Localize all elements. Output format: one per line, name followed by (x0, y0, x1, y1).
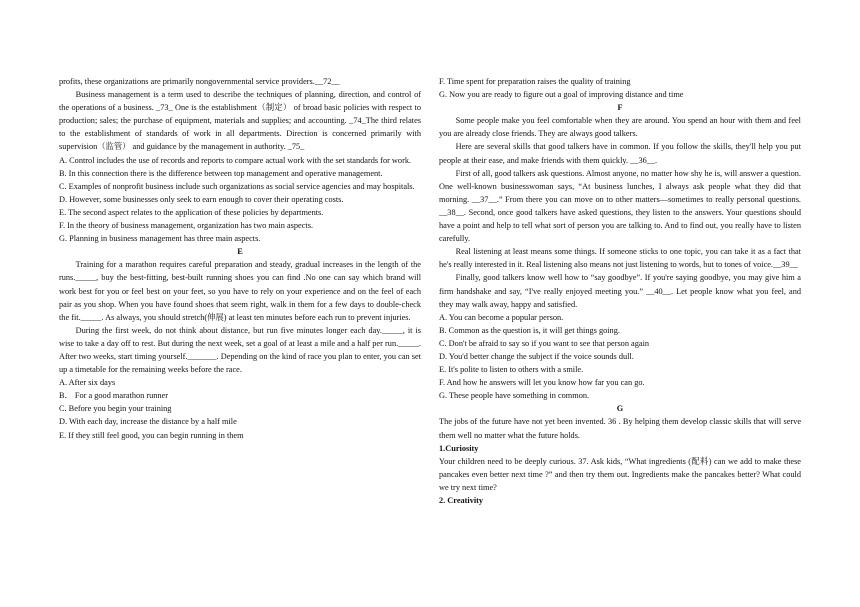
option-item: C. Before you begin your training (59, 404, 172, 414)
section-g-paragraph: The jobs of the future have not yet been invented. 36 . By helping them develop classic skills that will serve them well no matter what the future holds. (439, 417, 801, 440)
section-g-subheading: 2. Creativity (439, 496, 484, 505)
section-e-heading: E (237, 247, 243, 257)
option-item: D. You'd better change the subject if the voice sounds dull. (439, 351, 634, 361)
section-g-heading: G (616, 404, 624, 414)
option-item: F. And how he answers will let you know how far you can go. (439, 378, 645, 388)
option-item: C. Don't be afraid to say so if you want to see that person again (439, 338, 650, 348)
section-e-options-cont (439, 75, 801, 101)
section-e-options (59, 376, 421, 441)
section-f-heading: F (617, 103, 623, 113)
section-f-options (439, 311, 801, 403)
section-f-paragraph: Here are several skills that good talkers have in common. If you follow the skills, they'll help you put people at their ease, and make friends with them quickly. __36__. (439, 142, 801, 165)
left-column (59, 75, 421, 442)
section-d-options (59, 154, 421, 246)
section-f-paragraph: Real listening at least means some things. If someone sticks to one topic, you can take it as a fact that he's really interested in it. Real listening also means not just listening to words, but to tones of voice.__39__ (439, 247, 801, 270)
option-item: A. After six days (59, 378, 116, 388)
option-item: D. However, some businesses only seek to earn enough to cover their operating costs. (59, 194, 344, 204)
section-e-paragraph: During the first week, do not think about distance, but run five minutes longer each day._____, it is wise to take a day off to rest. But during the next week, set a goal of at least a mile and a half per run._____. After two weeks, start timing yourself._______. Depending on the kind of race you plan to enter, you can set up a timetable for the remaining weeks before the race. (59, 325, 421, 375)
option-item: F. In the theory of business management, organization has two main aspects. (59, 221, 314, 231)
option-item: A. Control includes the use of records and reports to compare actual work with the set standards for work. (59, 155, 412, 165)
section-g-paragraph: Your children need to be deeply curious. 37. Ask kids, “What ingredients (配料) can we add to make these pancakes even better next time ?” and then try them out. Ingredients make the pancakes better? What could we try next time? (439, 456, 801, 492)
option-item: D. With each day, increase the distance by a half mile (59, 417, 237, 427)
section-f-paragraph: First of all, good talkers ask questions. Almost anyone, no matter how shy he is, will answer a question. One well-known businesswoman says, “At business lunches, I always ask people what they did that morning. __37__.” From there you can move on to other matters—sometimes to really personal questions. __38__. Second, once good talkers have asked questions, they listen to the answers. Your questions should have a point and help to tell what sort of person you are talking to. And to find out, you really have to listen carefully. (439, 168, 801, 244)
option-item: F. Time spent for preparation raises the quality of training (439, 77, 631, 86)
section-d-tail: profits, these organizations are primarily nongovernmental service providers.__72__ (59, 77, 340, 86)
section-g-subheading: 1.Curiosity (439, 443, 479, 453)
option-item: G. These people have something in common. (439, 391, 590, 401)
section-d-paragraph: Business management is a term used to describe the techniques of planning, direction, and control of the operations of a business. _73_ One is the establishment（制定） of broad basic policies with respect to production; sales; the purchase of equipment, materials and supplies; and accounting. _74_The third relates to the establishment of standards of work in all departments. Direction is concerned primarily with supervision（监管） and guidance by the management in authority. _75_ (59, 90, 421, 152)
section-e-paragraph: Training for a marathon requires careful preparation and steady, gradual increases in the length of the runs._____, buy the best-fitting, best-built running shoes you can find .No one can say which brand will work best for you or feel best on your feet, so you have to rely on your experience and on the feel of each pair as you shop. When you have found shoes that seem right, walk in them for a few days to double-check the fit._____. As always, you should stretch(伸展) at least ten minutes before each run to prevent injuries. (59, 260, 421, 322)
option-item: C. Examples of nonprofit business include such organizations as social service agencies and may hospitals. (59, 181, 415, 191)
option-item: G. Now you are ready to figure out a goal of improving distance and time (439, 90, 684, 100)
option-item: G. Planning in business management has three main aspects. (59, 234, 261, 244)
option-item: B. Common as the question is, it will get things going. (439, 325, 620, 335)
option-item: E. If they still feel good, you can begin running in them (59, 430, 244, 440)
section-f-paragraph: Some people make you feel comfortable when they are around. You spend an hour with them and feel you are already close friends. They are always good talkers. (439, 116, 801, 139)
option-item: B. In this connection there is the difference between top management and operative management. (59, 168, 383, 178)
right-column (439, 75, 801, 507)
option-item: E. It's polite to listen to others with a smile. (439, 365, 584, 375)
option-item: B． For a good marathon runner (59, 391, 168, 401)
option-item: A. You can become a popular person. (439, 312, 564, 322)
option-item: E. The second aspect relates to the application of these policies by departments. (59, 207, 324, 217)
section-f-paragraph: Finally, good talkers know well how to “say goodbye”. If you're saying goodbye, you may give him a firm handshake and say, “I've really enjoyed meeting you.” __40__. Let people know what you feel, and they may walk away, happy and satisfied. (439, 273, 801, 309)
